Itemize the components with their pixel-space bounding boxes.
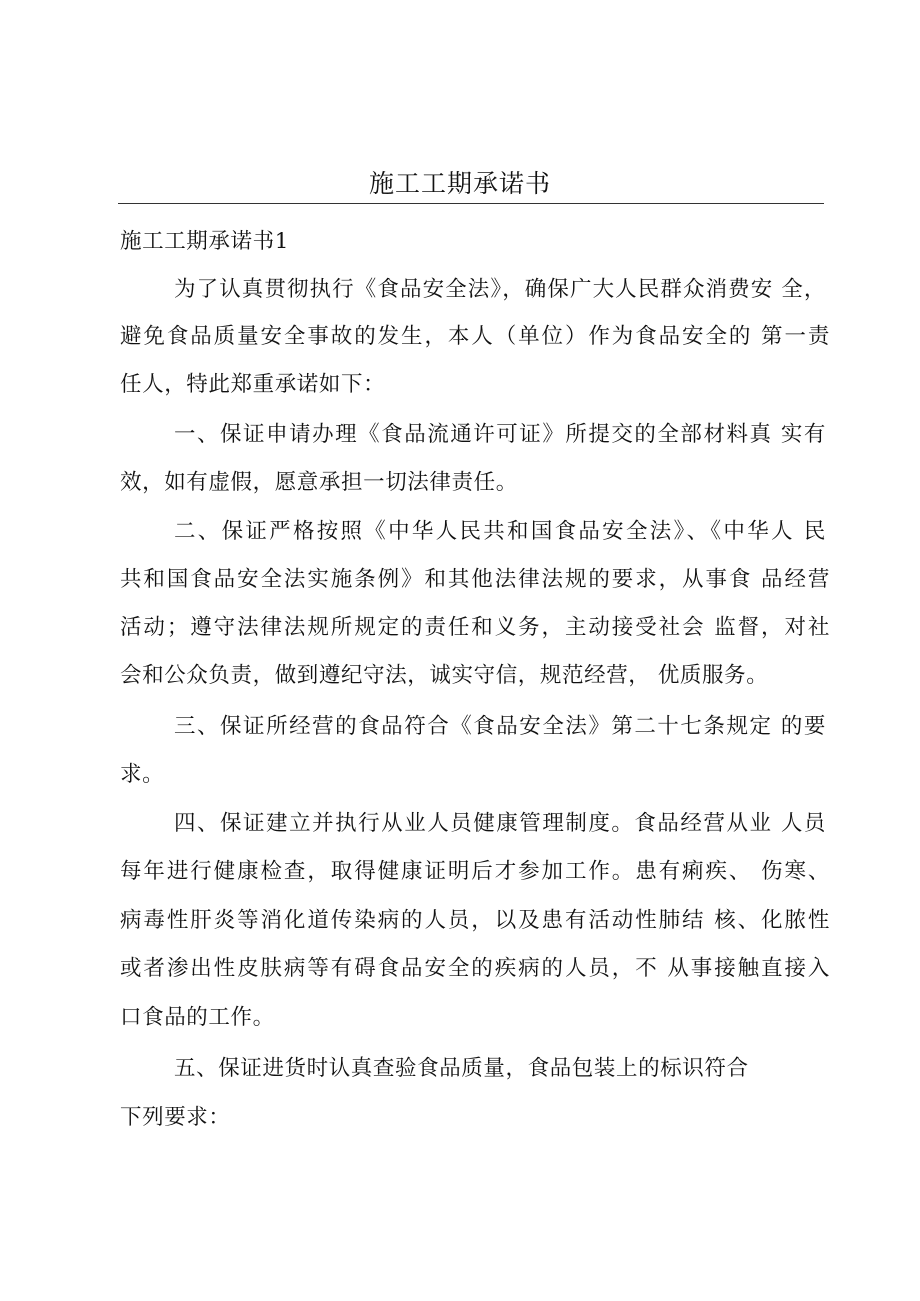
- paragraph-line: 任人，特此郑重承诺如下：: [120, 372, 386, 397]
- paragraph-line: 活动；遵守法律法规所规定的责任和义务，主动接受社会 监督，对社: [120, 615, 830, 640]
- page-title: 施工工期承诺书: [368, 169, 551, 198]
- paragraph-line: 三、保证所经营的食品符合《食品安全法》第二十七条规定 的要: [174, 714, 826, 739]
- paragraph-line: 效，如有虚假，愿意承担一切法律责任。: [120, 470, 518, 495]
- paragraph-line: 或者渗出性皮肤病等有碍食品安全的疾病的人员，不 从事接触直接入: [120, 956, 830, 981]
- paragraph-line: 五、保证进货时认真查验食品质量，食品包装上的标识符合: [174, 1056, 749, 1081]
- paragraph-line: 为了认真贯彻执行《食品安全法》，确保广大人民群众消费安 全，: [174, 277, 826, 302]
- paragraph-line: 口食品的工作。: [120, 1005, 275, 1030]
- paragraph-line: 一、保证申请办理《食品流通许可证》所提交的全部材料真 实有: [174, 422, 826, 447]
- paragraph-line: 共和国食品安全法实施条例》和其他法律法规的要求，从事食 品经营: [120, 567, 830, 592]
- paragraph-line: 避免食品质量安全事故的发生，本人（单位）作为食品安全的 第一责: [120, 324, 830, 349]
- paragraph-line: 病毒性肝炎等消化道传染病的人员，以及患有活动性肺结 核、化脓性: [120, 908, 830, 933]
- document-subtitle: 施工工期承诺书1: [120, 229, 289, 254]
- title-divider: [118, 203, 824, 204]
- paragraph-line: 会和公众负责，做到遵纪守法，诚实守信，规范经营， 优质服务。: [120, 663, 769, 688]
- paragraph-line: 每年进行健康检查，取得健康证明后才参加工作。患有痢疾、 伤寒、: [120, 859, 830, 884]
- paragraph-line: 二、保证严格按照《中华人民共和国食品安全法》、《中华人 民: [174, 519, 826, 544]
- paragraph-line: 求。: [120, 762, 165, 787]
- paragraph-line: 四、保证建立并执行从业人员健康管理制度。食品经营从业 人员: [174, 811, 826, 836]
- paragraph-line: 下列要求：: [120, 1105, 231, 1130]
